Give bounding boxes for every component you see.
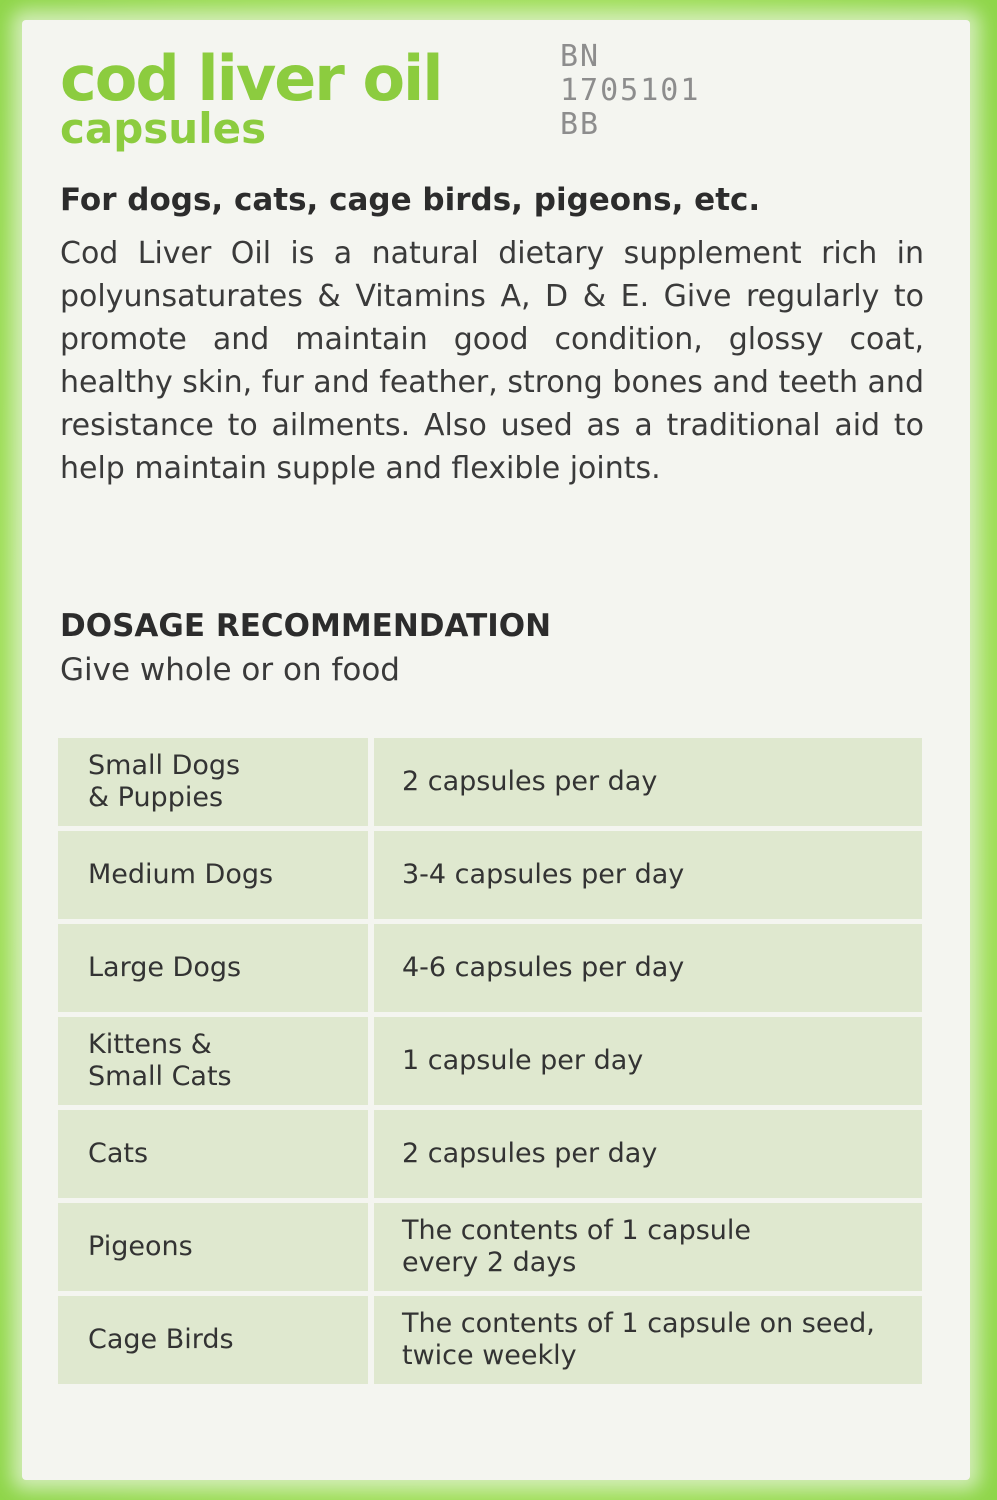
dose-label: 3-4 capsules per day <box>402 859 685 890</box>
product-subtitle: capsules <box>60 104 267 153</box>
animal-cell <box>58 1296 368 1384</box>
animal-cell <box>58 831 368 919</box>
animal-label: Kittens & Small Cats <box>88 1029 232 1092</box>
animal-cell <box>58 1110 368 1198</box>
animal-label: Large Dogs <box>88 952 242 983</box>
table-row <box>58 1110 922 1198</box>
animal-cell <box>58 1017 368 1105</box>
animal-label: Cats <box>88 1138 149 1169</box>
dose-cell <box>374 1296 922 1384</box>
animal-label: Medium Dogs <box>88 859 274 890</box>
animal-cell <box>58 924 368 1012</box>
dose-label: 1 capsule per day <box>402 1045 644 1076</box>
animal-label: Small Dogs & Puppies <box>88 750 241 813</box>
table-row <box>58 1203 922 1291</box>
product-title: cod liver oil <box>60 42 442 115</box>
dose-cell <box>374 1017 922 1105</box>
dose-label: The contents of 1 capsule every 2 days <box>402 1215 752 1278</box>
batch-code <box>560 40 700 142</box>
dosage-table <box>58 738 922 1389</box>
dose-label: The contents of 1 capsule on seed, twice weekly <box>402 1308 875 1371</box>
animal-cell <box>58 1203 368 1291</box>
dose-label: 2 capsules per day <box>402 766 658 797</box>
dose-cell <box>374 924 922 1012</box>
table-row <box>58 1017 922 1105</box>
dose-label: 2 capsules per day <box>402 1138 658 1169</box>
target-animals: For dogs, cats, cage birds, pigeons, etc. <box>60 182 761 218</box>
animal-label: Cage Birds <box>88 1324 234 1355</box>
animal-label: Pigeons <box>88 1231 193 1262</box>
table-row <box>58 1296 922 1384</box>
dose-cell <box>374 831 922 919</box>
batch-line: BN <box>560 39 601 74</box>
product-description: Cod Liver Oil is a natural dietary supplement rich in polyunsaturates & Vitamins A, D & E. Give regularly to promote and maintain good condition, glossy coat, healthy skin, fur and feather, strong bones and teeth and resistance to ailments. Also used as a traditional aid to help maintain supple and flexible joints. <box>60 236 924 486</box>
table-row <box>58 831 922 919</box>
dosage-heading: DOSAGE RECOMMENDATION <box>60 608 552 644</box>
dose-cell <box>374 1110 922 1198</box>
table-row <box>58 738 922 826</box>
animal-cell <box>58 738 368 826</box>
dose-cell <box>374 1203 922 1291</box>
table-row <box>58 924 922 1012</box>
batch-line: 1705101 <box>560 73 701 108</box>
dose-cell <box>374 738 922 826</box>
batch-line: BB <box>560 107 601 142</box>
dose-label: 4-6 capsules per day <box>402 952 685 983</box>
dosage-instruction: Give whole or on food <box>60 652 400 688</box>
